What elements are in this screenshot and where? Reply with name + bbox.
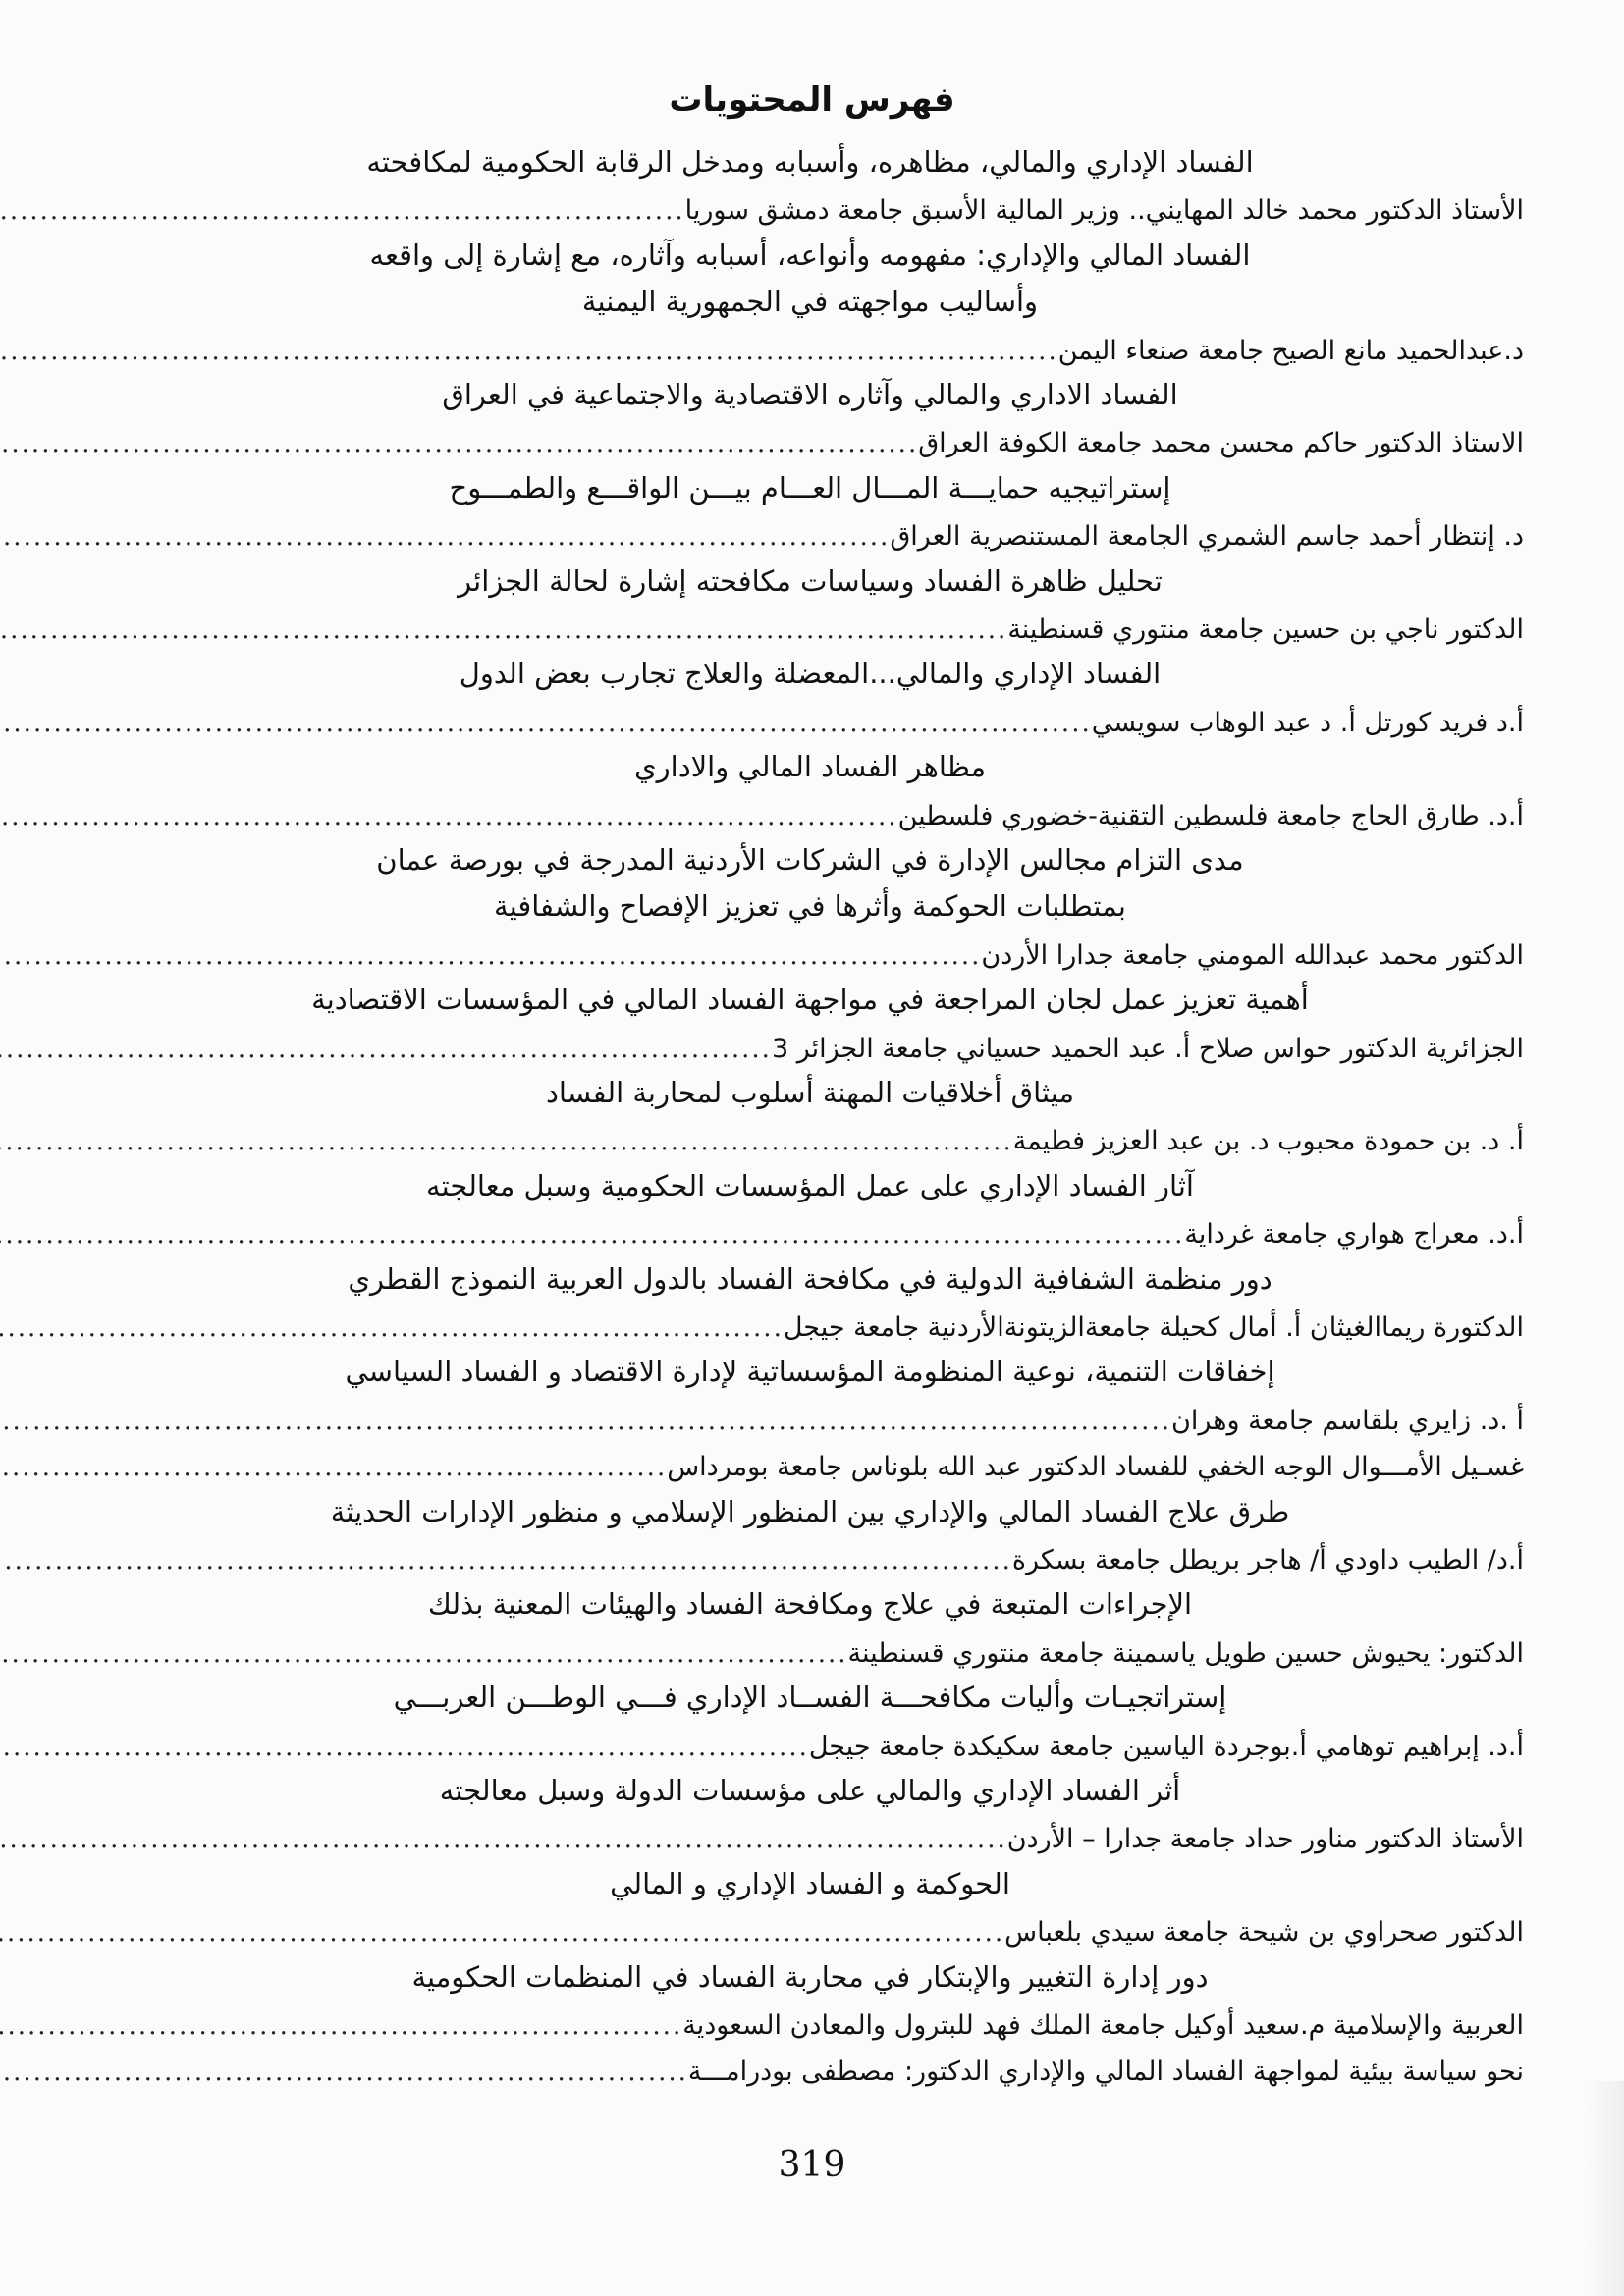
toc-entry — [110, 326, 1524, 371]
dot-leader — [0, 1631, 848, 1677]
toc-entry — [110, 1814, 1524, 1859]
toc-entry — [110, 931, 1524, 976]
toc-entry-title: أثر الفساد الإداري والمالي على مؤسسات الدولة وسبل معالجته — [439, 1774, 1181, 1807]
toc-entry — [110, 791, 1524, 836]
toc-entry-author: د.عبدالحميد مانع الصيح جامعة صنعاء اليمن — [1057, 335, 1524, 366]
dot-leader — [0, 1212, 1184, 1257]
dot-leader — [0, 188, 685, 234]
toc-entry — [110, 605, 1524, 650]
toc-entry-title: الفساد الاداري والمالي وآثاره الاقتصادية والاجتماعية في العراق — [442, 378, 1178, 411]
toc-entry-title: الإجراءات المتبعة في علاج ومكافحة الفساد والهيئات المعنية بذلك — [427, 1587, 1193, 1622]
toc-entry — [110, 1396, 1524, 1441]
toc-entry-title: مدى التزام مجالس الإدارة في الشركات الأردنية المدرجة في بورصة عمان — [376, 843, 1244, 877]
toc-entry-author: أ.د. معراج هواري جامعة غرداية — [1184, 1219, 1524, 1251]
toc-entry-title: إستراتيجيه حمايـــة المـــال العـــام بيـــن الواقـــع والطمـــوح — [449, 470, 1171, 505]
toc-entry-author: أ.د. طارق الحاج جامعة فلسطين التقنية-خضوري فلسطين — [897, 800, 1524, 831]
toc-entry-author: الدكتور: يحيوش حسين طويل ياسمينة جامعة منتوري قسنطينة — [847, 1637, 1524, 1669]
dot-leader — [0, 1817, 1007, 1862]
toc-entry — [110, 1442, 1524, 1487]
toc-entry — [110, 186, 1524, 231]
toc-entry — [110, 1722, 1524, 1767]
toc-entry — [110, 1209, 1524, 1255]
toc-entry-author: الدكتور ناجي بن حسين جامعة منتوري قسنطينة — [1007, 614, 1524, 645]
toc-entry-title: أهمية تعزيز عمل لجان المراجعة في مواجهة الفساد المالي في المؤسسات الاقتصادية — [311, 983, 1309, 1017]
dot-leader — [0, 421, 918, 466]
toc-entry — [110, 2047, 1524, 2092]
dot-leader — [0, 514, 890, 560]
dot-leader — [0, 1538, 1012, 1583]
toc-entry-title: الفساد الإداري والمالي، مظاهره، وأسبابه ومدخل الرقابة الحكومية لمكافحته — [366, 145, 1254, 179]
toc-entry-title: الفساد المالي والإداري: مفهومه وأنواعه، أسبابه وآثاره، مع إشارة إلى واقعه — [369, 238, 1251, 272]
toc-entry-author: أ. د. بن حمودة محبوب د. بن عبد العزيز فطيمة — [1012, 1126, 1524, 1157]
toc-entry — [110, 418, 1524, 463]
dot-leader — [0, 2003, 682, 2049]
toc-entry-author: أ.د فريد كورتل أ. د عبد الوهاب سويسي — [1091, 707, 1524, 738]
dot-leader — [0, 701, 1092, 746]
toc-entry-author: الدكتورة ريماالغيثان أ. أمال كحيلة جامعةالزيتونةالأردنية جامعة جيجل — [783, 1312, 1524, 1343]
dot-leader — [0, 1445, 667, 1490]
toc-entry-author: الجزائرية الدكتور حواس صلاح أ. عبد الحميد حسياني جامعة الجزائر 3 — [771, 1033, 1524, 1064]
toc-entry-title: وأساليب مواجهته في الجمهورية اليمنية — [581, 285, 1039, 319]
toc-entry-title: الفساد الإداري والمالي...المعضلة والعلاج تجارب بعض الدول — [459, 657, 1162, 691]
dot-leader — [0, 1119, 1013, 1164]
toc-entry-author: أ.د/ الطيب داودي أ/ هاجر بريطل جامعة بسكرة — [1011, 1545, 1524, 1575]
dot-leader — [0, 1910, 1004, 1955]
toc-entry-title: تحليل ظاهرة الفساد وسياسات مكافحته إشارة لحالة الجزائر — [458, 563, 1163, 598]
toc-entry — [110, 1629, 1524, 1674]
dot-leader — [0, 1306, 784, 1351]
toc-entry-title: آثار الفساد الإداري على عمل المؤسسات الحكومية وسبل معالجته — [426, 1168, 1194, 1202]
page-title: فهرس المحتويات — [669, 80, 955, 120]
toc-entry-title: إخفاقات التنمية، نوعية المنظومة المؤسساتية لإدارة الاقتصاد و الفساد السياسي — [345, 1355, 1275, 1389]
toc-entry — [110, 698, 1524, 743]
toc-entry — [110, 1116, 1524, 1161]
toc-entry-title: الحوكمة و الفساد الإداري و المالي — [610, 1866, 1010, 1900]
dot-leader — [0, 1399, 1171, 1444]
dot-leader — [0, 329, 1058, 374]
toc-entry-author: د. إنتظار أحمد جاسم الشمري الجامعة المستنصرية العراق — [890, 521, 1524, 553]
toc-entry — [110, 1024, 1524, 1069]
dot-leader — [0, 794, 898, 839]
toc-entry-author: أ .د. زايري بلقاسم جامعة وهران — [1170, 1405, 1524, 1436]
toc-entry-author: العربية والإسلامية م.سعيد أوكيل جامعة الملك فهد للبترول والمعادن السعودية — [682, 2010, 1524, 2041]
toc-entry-title: دور منظمة الشفافية الدولية في مكافحة الفساد بالدول العربية النموذج القطري — [348, 1261, 1272, 1296]
toc-entry-author: الاستاذ الدكتور حاكم محسن محمد جامعة الكوفة العراق — [918, 428, 1524, 459]
toc-entry — [110, 1907, 1524, 1952]
toc-entry-title: دور إدارة التغيير والإبتكار في محاربة الفساد في المنظمات الحكومية — [411, 1959, 1209, 1994]
toc-entry-author: الأستاذ الدكتور محمد خالد المهايني.. وزير المالية الأسبق جامعة دمشق سوريا — [684, 195, 1524, 227]
toc-entry-author: غسـيل الأمـــوال الوجه الخفي للفساد الدكتور عبد الله بلوناس جامعة بومرداس — [667, 1452, 1524, 1483]
toc-entry-author: الأستاذ الدكتور مناور حداد جامعة جدارا – الأردن — [1006, 1824, 1524, 1855]
toc-entry-author: الدكتور محمد عبدالله المومني جامعة جدارا الأردن — [981, 939, 1524, 971]
toc-entry-title: بمتطلبات الحوكمة وأثرها في تعزيز الإفصاح والشفافية — [494, 889, 1126, 924]
toc-entry — [110, 1535, 1524, 1580]
toc-entry-author: أ.د. إبراهيم توهامي أ.بوجردة الياسين جامعة سكيكدة جامعة جيجل — [808, 1731, 1524, 1762]
toc-entry — [110, 511, 1524, 557]
dot-leader — [0, 934, 981, 979]
toc-entry-title: إستراتجيـات وأليات مكافحـــة الفســاد الإداري فـــي الوطـــن العربـــي — [393, 1681, 1227, 1715]
dot-leader — [0, 1027, 772, 1072]
dot-leader — [0, 1725, 809, 1770]
toc-entry-author: الدكتور صحراوي بن شيحة جامعة سيدي بلعباس — [1004, 1917, 1524, 1949]
toc-entry — [110, 2001, 1524, 2046]
scan-edge-shadow — [1585, 2081, 1624, 2296]
toc-entry-title: ميثاق أخلاقيات المهنة أسلوب لمحاربة الفساد — [545, 1076, 1075, 1109]
toc-entry-author: نحو سياسة بيئية لمواجهة الفساد المالي والإداري الدكتور: مصطفى بودرامـــة — [687, 2056, 1524, 2088]
dot-leader — [0, 2050, 688, 2095]
page-number: 319 — [778, 2145, 846, 2185]
dot-leader — [0, 608, 1007, 653]
toc-entry-title: مظاهر الفساد المالي والاداري — [633, 750, 987, 784]
toc-entry — [110, 1303, 1524, 1348]
toc-entry-title: طرق علاج الفساد المالي والإداري بين المنظور الإسلامي و منظور الإدارات الحديثة — [330, 1494, 1290, 1528]
